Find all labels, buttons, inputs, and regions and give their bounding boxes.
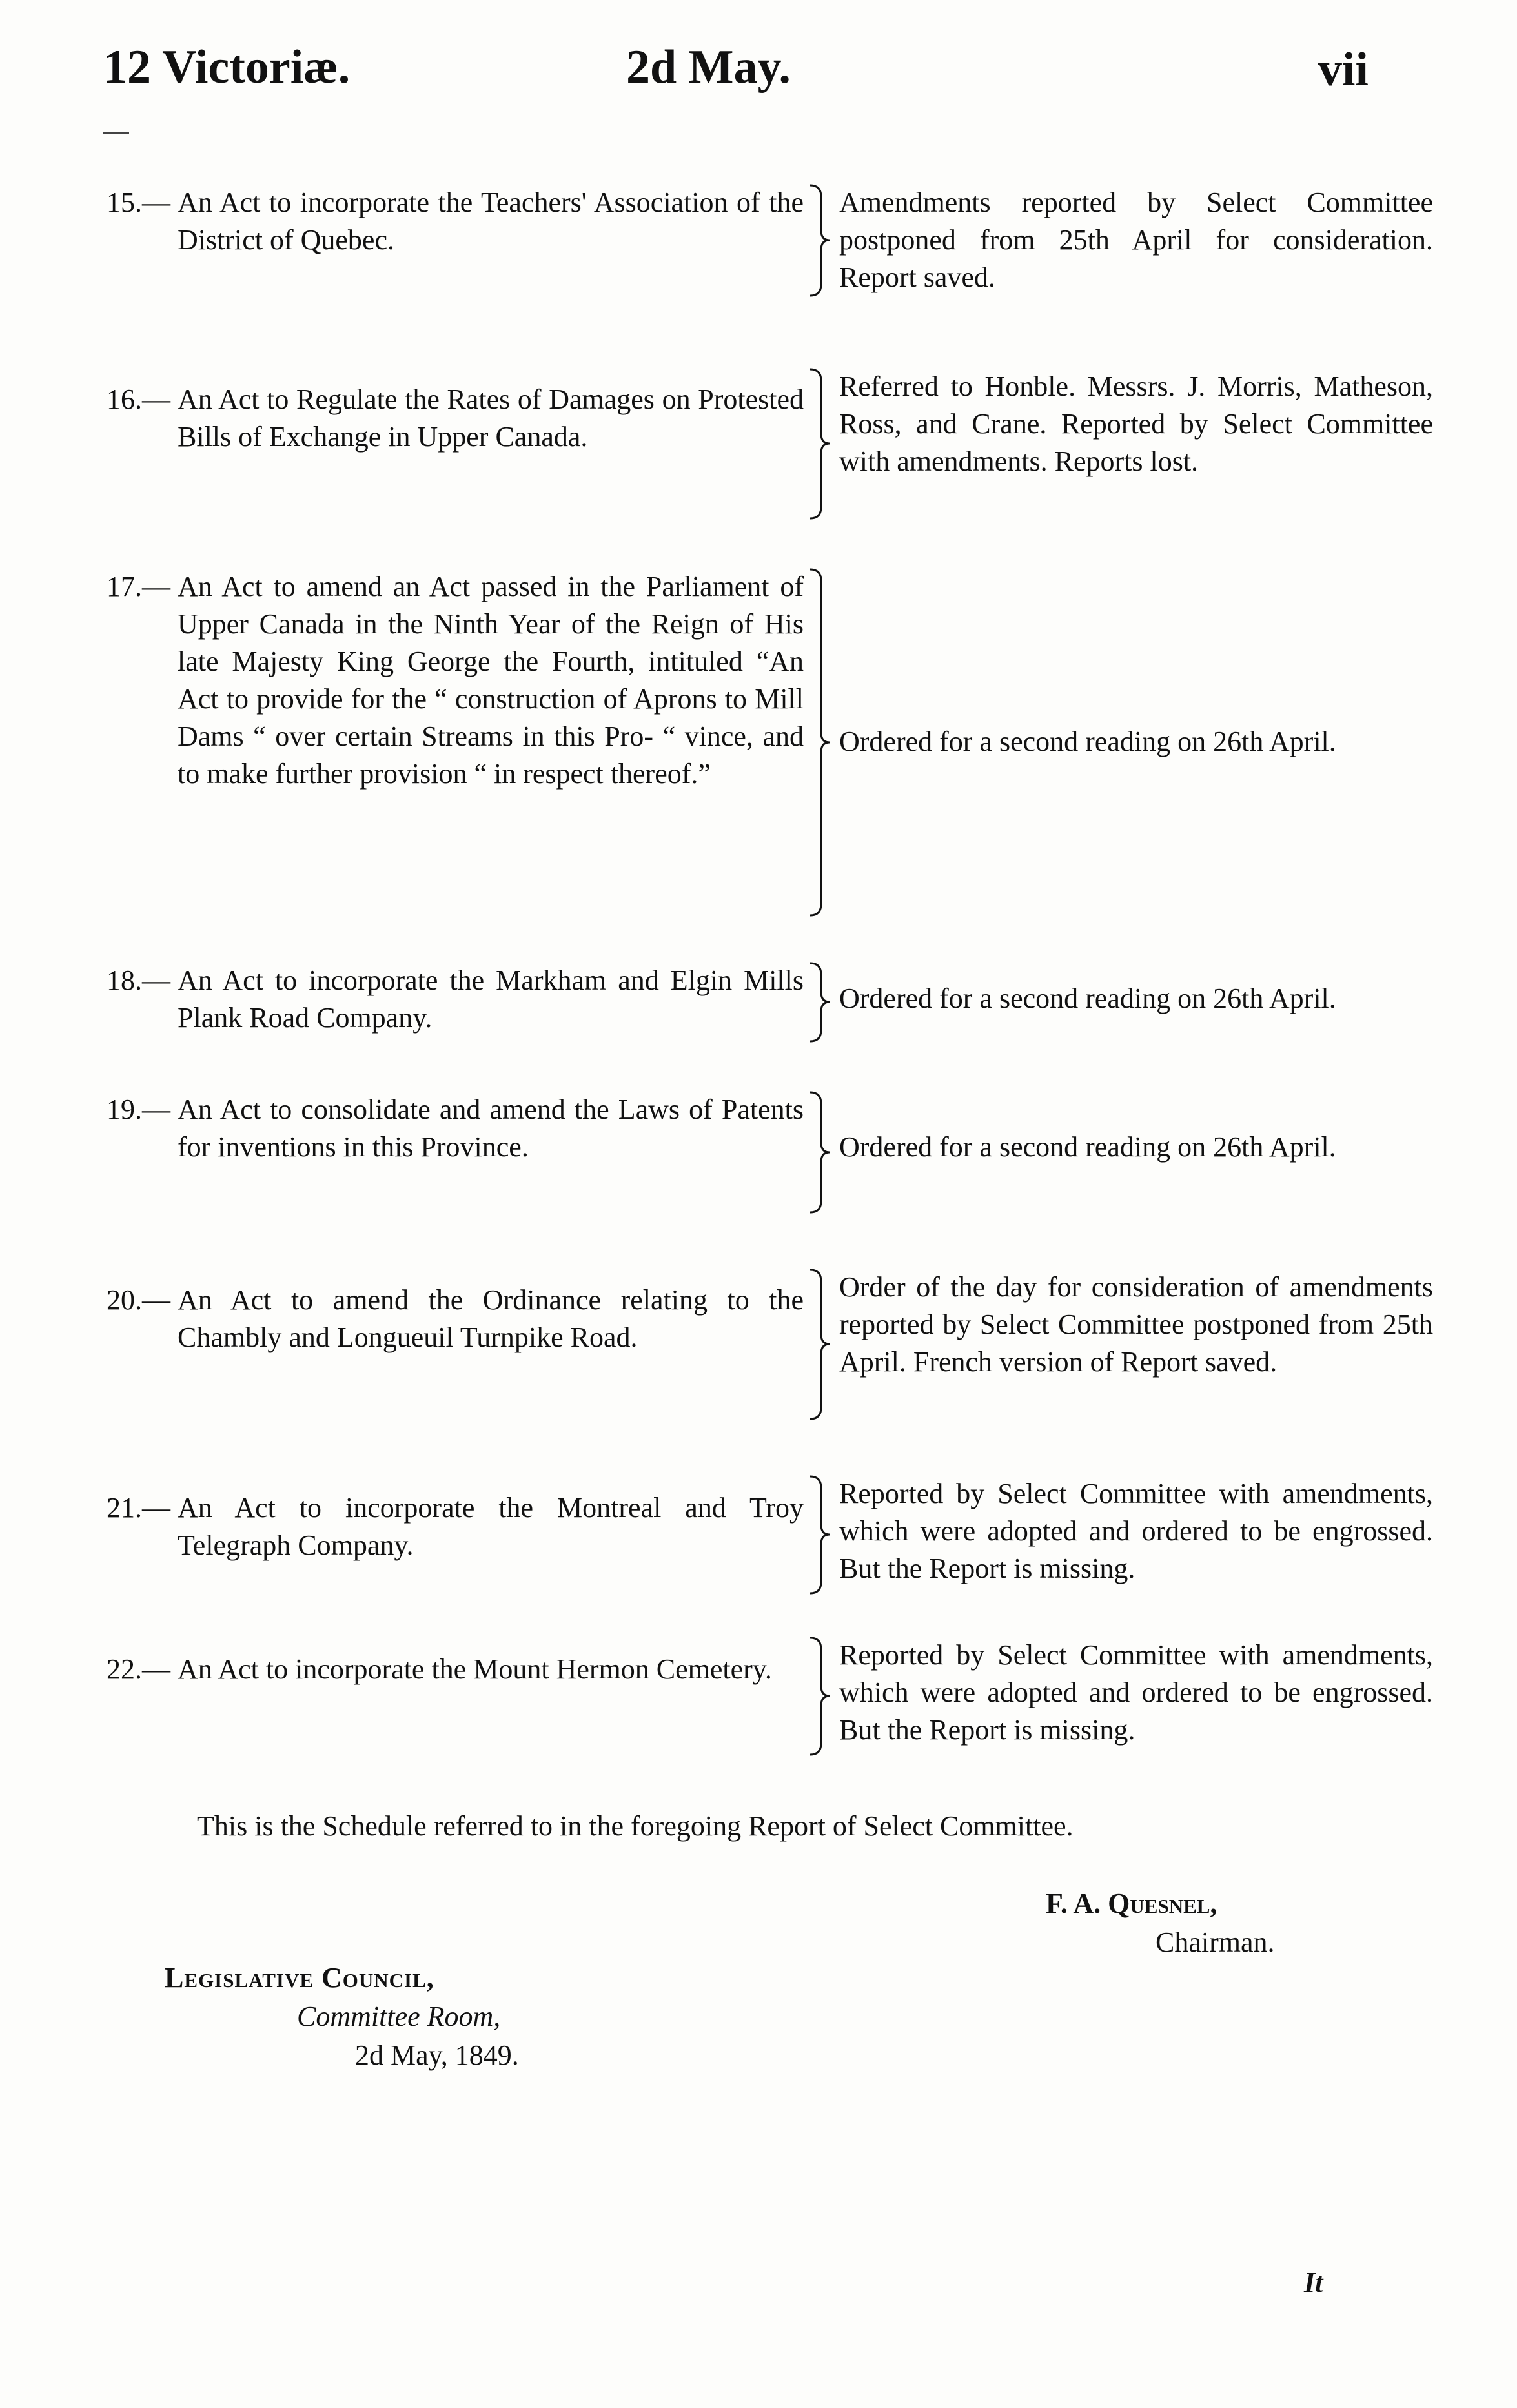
act-title: An Act to amend an Act passed in the Parliament of Upper Canada in the Ninth Year of the Reign of His late Majesty King George the Fourth, intituled “An Act to provide for the “ construction of Aprons to Mill Dams “ over certain Streams in this Pro- “ vince, and to make further provision “ in respect thereof.”: [178, 571, 804, 790]
entry-status: Amendments reported by Select Committee postponed from 25th April for consideration. Report saved.: [839, 187, 1433, 293]
catchword: It: [1304, 2267, 1323, 2298]
act-title: An Act to Regulate the Rates of Damages on Protested Bills of Exchange in Upper Canada.: [178, 383, 804, 453]
header-session: 12 Victoriæ.: [103, 41, 351, 94]
place-line-2: Committee Room,: [297, 2001, 501, 2032]
brace: [807, 962, 833, 1043]
brace: [807, 1269, 833, 1420]
entry-status: Ordered for a second reading on 26th April.: [839, 1131, 1336, 1163]
schedule-entry-16: [107, 368, 1433, 523]
schedule-entry-21: [107, 1475, 1433, 1598]
brace: [807, 1637, 833, 1756]
entry-status: Referred to Honble. Messrs. J. Morris, Matheson, Ross, and Crane. Reported by Select Committee with amendments. Reports lost.: [839, 371, 1433, 477]
act-title: An Act to incorporate the Mount Hermon Cemetery.: [178, 1653, 772, 1685]
act-title: An Act to amend the Ordinance relating to the Chambly and Longueuil Turnpike Road.: [178, 1284, 804, 1353]
entry-number: 15.—: [107, 187, 170, 218]
brace: [807, 184, 833, 297]
schedule-entry-22: [107, 1637, 1433, 1759]
act-title: An Act to consolidate and amend the Laws of Patents for inventions in this Province.: [178, 1094, 804, 1163]
schedule-entry-20: [107, 1269, 1433, 1423]
place-date: 2d May, 1849.: [355, 2039, 519, 2071]
entry-number: 19.—: [107, 1094, 170, 1125]
brace: [807, 368, 833, 520]
page-number: vii: [1318, 43, 1369, 96]
entry-status: Order of the day for consideration of amendments reported by Select Committee postponed from 25th April. French version of Report saved.: [839, 1271, 1433, 1378]
entry-status: Reported by Select Committee with amendments, which were adopted and ordered to be engrossed. But the Report is missing.: [839, 1478, 1433, 1584]
act-title: An Act to incorporate the Teachers' Association of the District of Quebec.: [178, 187, 804, 256]
schedule-entry-17: [107, 568, 1336, 917]
entry-status: Ordered for a second reading on 26th April.: [839, 983, 1336, 1014]
entry-number: 22.—: [107, 1653, 170, 1685]
act-title: An Act to incorporate the Montreal and Troy Telegraph Company.: [178, 1492, 804, 1561]
brace: [807, 568, 833, 917]
schedule-entry-19: [107, 1091, 1336, 1214]
place-line-1: Legislative Council,: [165, 1962, 434, 1994]
page-header: [103, 40, 1369, 111]
signature-name: F. A. Quesnel,: [1046, 1888, 1217, 1919]
entry-status: Ordered for a second reading on 26th April.: [839, 726, 1336, 757]
brace: [807, 1475, 833, 1595]
act-title: An Act to incorporate the Markham and Elgin Mills Plank Road Company.: [178, 964, 804, 1034]
header-rule: [103, 132, 129, 134]
brace: [807, 1091, 833, 1214]
entry-number: 17.—: [107, 571, 170, 602]
schedule-entry-15: [107, 184, 1433, 300]
header-date: 2d May.: [626, 41, 791, 94]
schedule-closing-statement: This is the Schedule referred to in the foregoing Report of Select Committee.: [197, 1810, 1074, 1842]
entry-number: 21.—: [107, 1492, 170, 1524]
entry-status: Reported by Select Committee with amendments, which were adopted and ordered to be engrossed. But the Report is missing.: [839, 1639, 1433, 1746]
entry-number: 16.—: [107, 383, 170, 415]
entry-number: 18.—: [107, 964, 170, 996]
signature-title: Chairman.: [1156, 1926, 1275, 1958]
entry-number: 20.—: [107, 1284, 170, 1316]
schedule-entry-18: [107, 962, 1336, 1046]
